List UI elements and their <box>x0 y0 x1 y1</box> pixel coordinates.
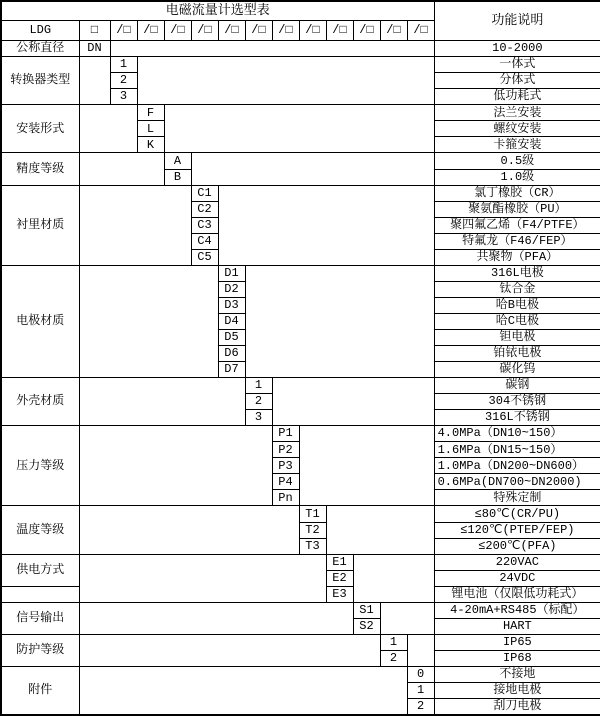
code-placeholder-box: /□ <box>110 21 137 41</box>
option-desc: 哈C电极 <box>434 313 600 329</box>
section-label-accuracy: 精度等级 <box>1 153 79 185</box>
option-desc: 氯丁橡胶（CR） <box>434 185 600 201</box>
option-code: 2 <box>407 699 434 715</box>
code-placeholder-box: /□ <box>272 21 299 41</box>
option-code: E3 <box>326 586 353 602</box>
option-code: E1 <box>326 554 353 570</box>
code-placeholder-box: /□ <box>137 21 164 41</box>
option-code: C5 <box>191 249 218 265</box>
empty-cell <box>353 554 434 602</box>
dn-placeholder-box: □ <box>79 21 110 41</box>
empty-cell <box>79 426 272 506</box>
option-code: C3 <box>191 217 218 233</box>
empty-label-cell <box>1 586 79 602</box>
option-desc: IP68 <box>434 650 600 666</box>
empty-cell <box>407 634 434 666</box>
option-desc: 刮刀电极 <box>434 699 600 715</box>
option-code: P3 <box>272 458 299 474</box>
option-code: D6 <box>218 346 245 362</box>
option-desc: 1.6MPa（DN15~150） <box>434 442 600 458</box>
empty-cell <box>164 105 434 153</box>
option-code: C4 <box>191 233 218 249</box>
option-code: 1 <box>380 634 407 650</box>
option-code: D2 <box>218 281 245 297</box>
empty-cell <box>79 666 407 715</box>
option-desc: 接地电极 <box>434 683 600 699</box>
section-label-signal-output: 信号输出 <box>1 602 79 634</box>
option-desc: 钛合金 <box>434 281 600 297</box>
section-label-accessories: 附件 <box>1 666 79 715</box>
code-placeholder-box: /□ <box>218 21 245 41</box>
code-placeholder-box: /□ <box>164 21 191 41</box>
option-code: F <box>137 105 164 121</box>
option-code: 1 <box>407 683 434 699</box>
option-code: 3 <box>110 89 137 105</box>
code-placeholder-box: /□ <box>245 21 272 41</box>
option-desc: 分体式 <box>434 73 600 89</box>
option-desc: HART <box>434 618 600 634</box>
option-desc: ≤200℃(PFA) <box>434 538 600 554</box>
option-desc: 0.5级 <box>434 153 600 169</box>
option-desc: 哈B电极 <box>434 297 600 313</box>
section-label-housing: 外壳材质 <box>1 378 79 426</box>
option-code: D7 <box>218 362 245 378</box>
code-placeholder-box: /□ <box>353 21 380 41</box>
option-desc: 锂电池（仅限低功耗式） <box>434 586 600 602</box>
option-desc: 不接地 <box>434 666 600 682</box>
section-label-temperature: 温度等级 <box>1 506 79 554</box>
option-desc: 碳钢 <box>434 378 600 394</box>
option-desc: 4.0MPa（DN10~150） <box>434 426 600 442</box>
empty-cell <box>79 153 164 185</box>
option-code: T1 <box>299 506 326 522</box>
option-code: D5 <box>218 329 245 345</box>
option-desc: 碳化钨 <box>434 362 600 378</box>
section-label-converter-type: 转换器类型 <box>1 57 79 105</box>
option-code: S1 <box>353 602 380 618</box>
option-code: 1 <box>245 378 272 394</box>
option-desc: 304不锈钢 <box>434 394 600 410</box>
option-desc: 1.0MPa（DN200~DN600） <box>434 458 600 474</box>
section-label-pressure: 压力等级 <box>1 426 79 506</box>
option-code: 2 <box>245 394 272 410</box>
option-code: S2 <box>353 618 380 634</box>
option-desc: 24VDC <box>434 570 600 586</box>
table-title: 电磁流量计选型表 <box>1 1 434 21</box>
option-code: C2 <box>191 201 218 217</box>
option-code: A <box>164 153 191 169</box>
option-desc: 螺纹安装 <box>434 121 600 137</box>
dn-code: DN <box>79 41 110 57</box>
option-code: 0 <box>407 666 434 682</box>
option-code: K <box>137 137 164 153</box>
option-code: D4 <box>218 313 245 329</box>
empty-cell <box>191 153 434 185</box>
option-desc: IP65 <box>434 634 600 650</box>
option-desc: 316L电极 <box>434 265 600 281</box>
option-desc: 0.6MPa(DN700~DN2000) <box>434 474 600 490</box>
empty-cell <box>380 602 434 634</box>
option-desc: 1.0级 <box>434 169 600 185</box>
model-code: LDG <box>1 21 79 41</box>
empty-cell <box>326 506 434 554</box>
empty-cell <box>110 41 434 57</box>
option-code: T3 <box>299 538 326 554</box>
option-code: P2 <box>272 442 299 458</box>
empty-cell <box>79 506 299 554</box>
option-desc: 316L不锈钢 <box>434 410 600 426</box>
empty-cell <box>79 634 380 666</box>
function-column-header: 功能说明 <box>434 1 600 41</box>
option-code: C1 <box>191 185 218 201</box>
option-desc: 特殊定制 <box>434 490 600 506</box>
section-label-mounting: 安装形式 <box>1 105 79 153</box>
option-desc: 钽电极 <box>434 329 600 345</box>
section-label-liner: 衬里材质 <box>1 185 79 265</box>
code-placeholder-box: /□ <box>380 21 407 41</box>
empty-cell <box>79 378 245 426</box>
option-code: 2 <box>110 73 137 89</box>
option-desc: 共聚物（PFA） <box>434 249 600 265</box>
empty-cell <box>218 185 434 265</box>
option-code: 1 <box>110 57 137 73</box>
code-placeholder-box: /□ <box>191 21 218 41</box>
section-label-electrode: 电极材质 <box>1 265 79 377</box>
empty-cell <box>79 602 353 634</box>
option-desc: 铂铱电极 <box>434 346 600 362</box>
option-code: 3 <box>245 410 272 426</box>
empty-cell <box>299 426 434 506</box>
option-desc: ≤80℃(CR/PU) <box>434 506 600 522</box>
option-code: P1 <box>272 426 299 442</box>
option-code: T2 <box>299 522 326 538</box>
option-code: 2 <box>380 650 407 666</box>
dn-row-label: 公称直径 <box>1 41 79 57</box>
code-placeholder-box: /□ <box>407 21 434 41</box>
option-desc: 法兰安装 <box>434 105 600 121</box>
section-label-protection-rating: 防护等级 <box>1 634 79 666</box>
empty-cell <box>79 265 218 377</box>
empty-cell <box>245 265 434 377</box>
option-code: L <box>137 121 164 137</box>
empty-cell <box>79 185 191 265</box>
empty-cell <box>137 57 434 105</box>
option-code: P4 <box>272 474 299 490</box>
option-desc: 卡箍安装 <box>434 137 600 153</box>
code-placeholder-box: /□ <box>299 21 326 41</box>
option-desc: 聚四氟乙烯（F4/PTFE） <box>434 217 600 233</box>
option-code: E2 <box>326 570 353 586</box>
option-code: D1 <box>218 265 245 281</box>
option-code: D3 <box>218 297 245 313</box>
dn-desc: 10-2000 <box>434 41 600 57</box>
empty-cell <box>79 554 326 602</box>
option-desc: 聚氨酯橡胶（PU） <box>434 201 600 217</box>
option-desc: 4-20mA+RS485（标配） <box>434 602 600 618</box>
empty-cell <box>272 378 434 426</box>
option-desc: 特氟龙（F46/FEP） <box>434 233 600 249</box>
option-desc: 220VAC <box>434 554 600 570</box>
code-placeholder-box: /□ <box>326 21 353 41</box>
option-desc: 低功耗式 <box>434 89 600 105</box>
empty-cell <box>79 57 110 105</box>
option-desc: ≤120℃(PTEP/FEP) <box>434 522 600 538</box>
empty-cell <box>79 105 137 153</box>
option-code: Pn <box>272 490 299 506</box>
option-code: B <box>164 169 191 185</box>
section-label-power-supply: 供电方式 <box>1 554 79 586</box>
option-desc: 一体式 <box>434 57 600 73</box>
